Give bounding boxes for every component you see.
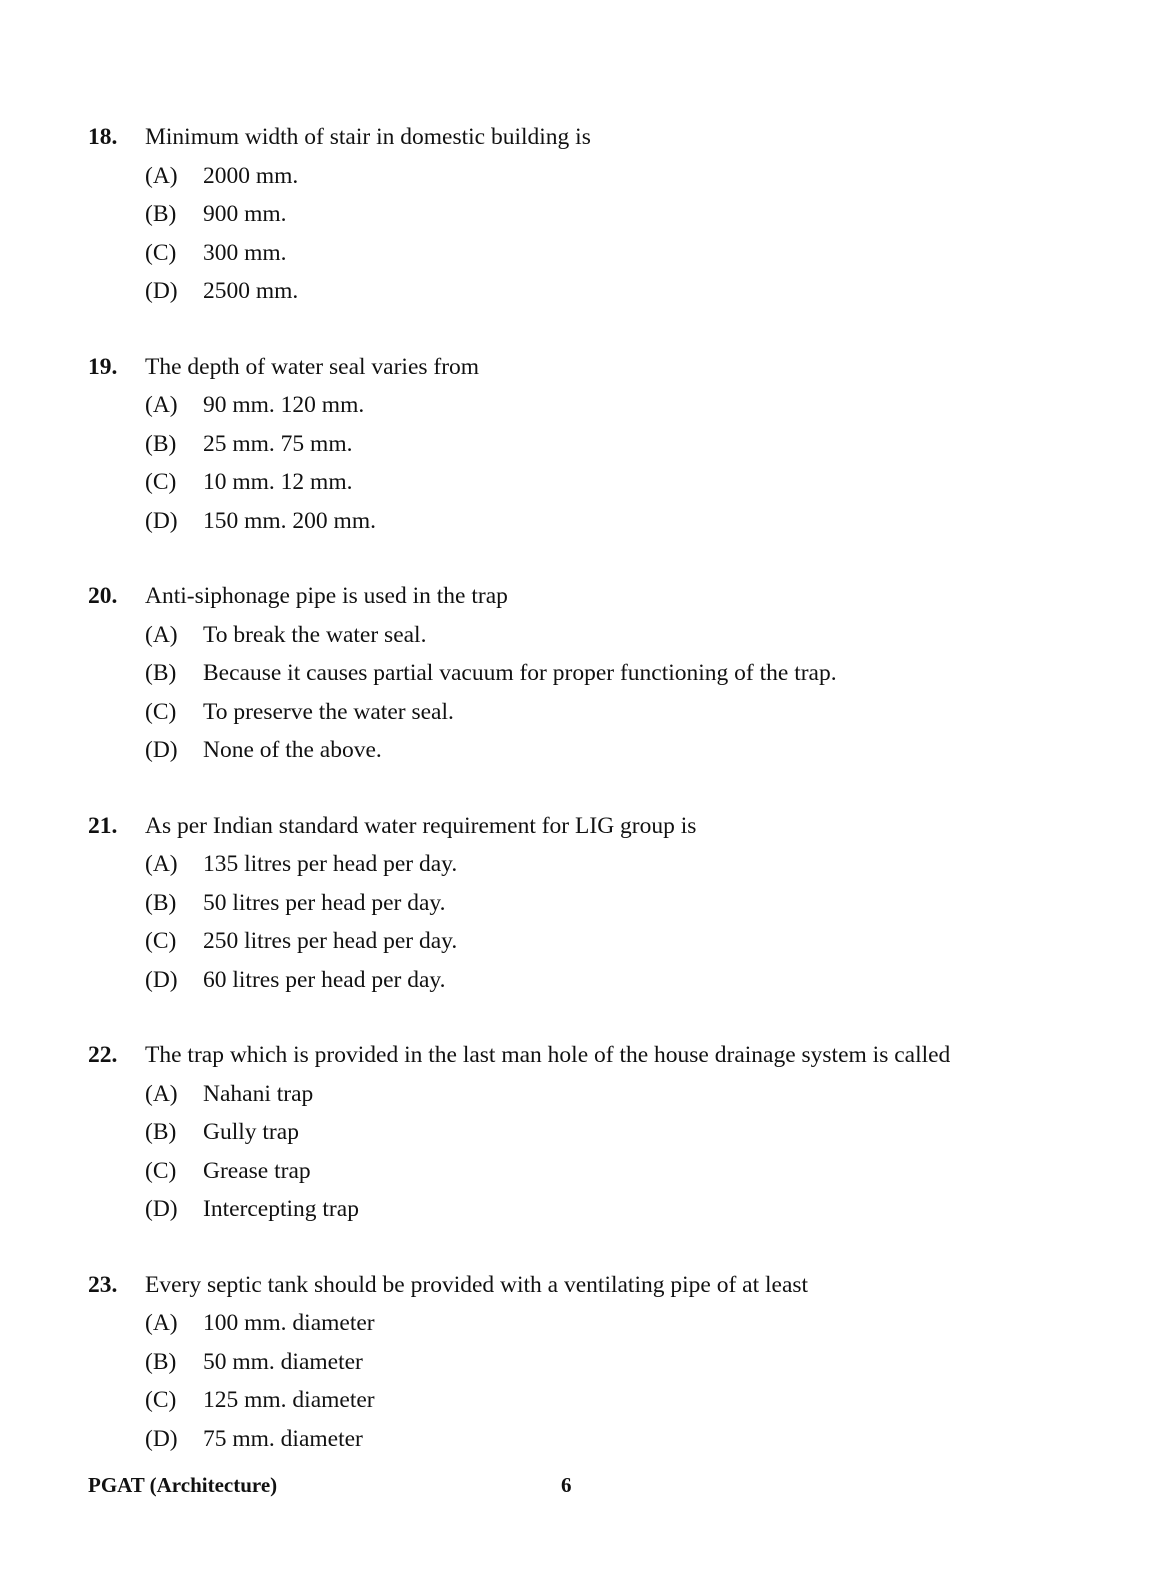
- option-b: [145, 1343, 1108, 1382]
- option-c: [145, 234, 1108, 273]
- question-22: [88, 1036, 1108, 1266]
- question-text: The trap which is provided in the last man hole of the house drainage system is called: [145, 1042, 951, 1069]
- option-b: [145, 1113, 1108, 1152]
- option-text: 125 mm. diameter: [203, 1387, 375, 1414]
- option-label: (A): [145, 1310, 178, 1337]
- option-text: 50 mm. diameter: [203, 1348, 363, 1375]
- option-text: To break the water seal.: [203, 621, 427, 648]
- option-label: (D): [145, 1196, 178, 1223]
- option-a: [145, 157, 1108, 196]
- option-label: (B): [145, 201, 177, 227]
- question-list: [88, 118, 1108, 1496]
- question-number: 22.: [88, 1042, 118, 1069]
- option-d: [145, 272, 1108, 311]
- option-label: (D): [145, 507, 178, 534]
- option-text: 100 mm. diameter: [203, 1310, 375, 1337]
- option-c: [145, 922, 1108, 961]
- question-19: [88, 348, 1108, 578]
- option-c: [145, 463, 1108, 502]
- option-label: (C): [145, 1387, 177, 1414]
- option-a: [145, 1304, 1108, 1343]
- option-label: (A): [145, 621, 178, 648]
- option-a: [145, 616, 1108, 655]
- option-text: 75 mm. diameter: [203, 1425, 363, 1452]
- option-b: [145, 654, 1108, 693]
- option-label: (B): [145, 1119, 177, 1146]
- option-text: 250 litres per head per day.: [203, 928, 458, 955]
- option-text: Gully trap: [203, 1119, 299, 1146]
- exam-title: PGAT (Architecture): [88, 1473, 278, 1497]
- option-c: [145, 693, 1108, 732]
- option-d: [145, 961, 1108, 1000]
- option-a: [145, 386, 1108, 425]
- question-header: [88, 807, 1108, 846]
- option-text: 60 litres per head per day.: [203, 966, 446, 993]
- option-text: 2000 mm.: [203, 162, 299, 189]
- option-d: [145, 1190, 1108, 1229]
- option-text: None of the above.: [203, 737, 382, 764]
- question-21: [88, 807, 1108, 1037]
- option-text: 90 mm. 120 mm.: [203, 392, 365, 419]
- option-label: (C): [145, 1157, 177, 1184]
- option-c: [145, 1381, 1108, 1420]
- option-b: [145, 884, 1108, 923]
- question-number: 18.: [88, 124, 118, 150]
- option-d: [145, 1420, 1108, 1459]
- option-text: 900 mm.: [203, 201, 287, 227]
- question-number: 19.: [88, 353, 118, 380]
- question-header: [88, 348, 1108, 387]
- option-c: [145, 1152, 1108, 1191]
- option-b: [145, 195, 1108, 234]
- question-number: 20.: [88, 583, 118, 610]
- option-a: [145, 845, 1108, 884]
- option-label: (B): [145, 889, 177, 916]
- option-label: (B): [145, 430, 177, 457]
- option-label: (B): [145, 660, 177, 687]
- page-footer: [88, 1470, 1088, 1500]
- question-20: [88, 577, 1108, 807]
- option-label: (C): [145, 698, 177, 725]
- option-a: [145, 1075, 1108, 1114]
- option-label: (A): [145, 1080, 178, 1107]
- option-text: 25 mm. 75 mm.: [203, 430, 353, 457]
- option-label: (A): [145, 851, 178, 878]
- option-text: 10 mm. 12 mm.: [203, 469, 353, 496]
- question-number: 21.: [88, 812, 118, 839]
- option-text: Intercepting trap: [203, 1196, 359, 1223]
- option-d: [145, 731, 1108, 770]
- option-text: 50 litres per head per day.: [203, 889, 446, 916]
- option-text: Nahani trap: [203, 1080, 314, 1107]
- option-d: [145, 502, 1108, 541]
- option-label: (C): [145, 928, 177, 955]
- question-18: [88, 118, 1108, 348]
- question-text: Anti-siphonage pipe is used in the trap: [145, 583, 508, 610]
- option-label: (D): [145, 1425, 178, 1452]
- question-header: [88, 1036, 1108, 1075]
- question-header: [88, 1266, 1108, 1305]
- option-label: (D): [145, 737, 178, 764]
- option-label: (B): [145, 1348, 177, 1375]
- option-label: (A): [145, 162, 178, 189]
- option-text: 150 mm. 200 mm.: [203, 507, 376, 534]
- option-label: (A): [145, 392, 178, 419]
- question-number: 23.: [88, 1271, 118, 1298]
- option-label: (D): [145, 966, 178, 993]
- question-header: [88, 577, 1108, 616]
- option-text: 135 litres per head per day.: [203, 851, 458, 878]
- option-text: 300 mm.: [203, 239, 287, 266]
- option-label: (C): [145, 469, 177, 496]
- option-text: 2500 mm.: [203, 278, 299, 304]
- page-number: 6: [561, 1473, 572, 1497]
- option-text: Grease trap: [203, 1157, 311, 1184]
- question-text: Minimum width of stair in domestic building is: [145, 124, 591, 150]
- question-text: The depth of water seal varies from: [145, 353, 480, 380]
- question-text: As per Indian standard water requirement for LIG group is: [145, 812, 697, 839]
- option-text: To preserve the water seal.: [203, 698, 454, 725]
- option-text: Because it causes partial vacuum for proper functioning of the trap.: [203, 660, 837, 687]
- option-label: (D): [145, 278, 178, 304]
- option-label: (C): [145, 239, 177, 266]
- question-header: [88, 118, 1108, 157]
- question-text: Every septic tank should be provided with a ventilating pipe of at least: [145, 1271, 809, 1298]
- question-23: [88, 1266, 1108, 1496]
- option-b: [145, 425, 1108, 464]
